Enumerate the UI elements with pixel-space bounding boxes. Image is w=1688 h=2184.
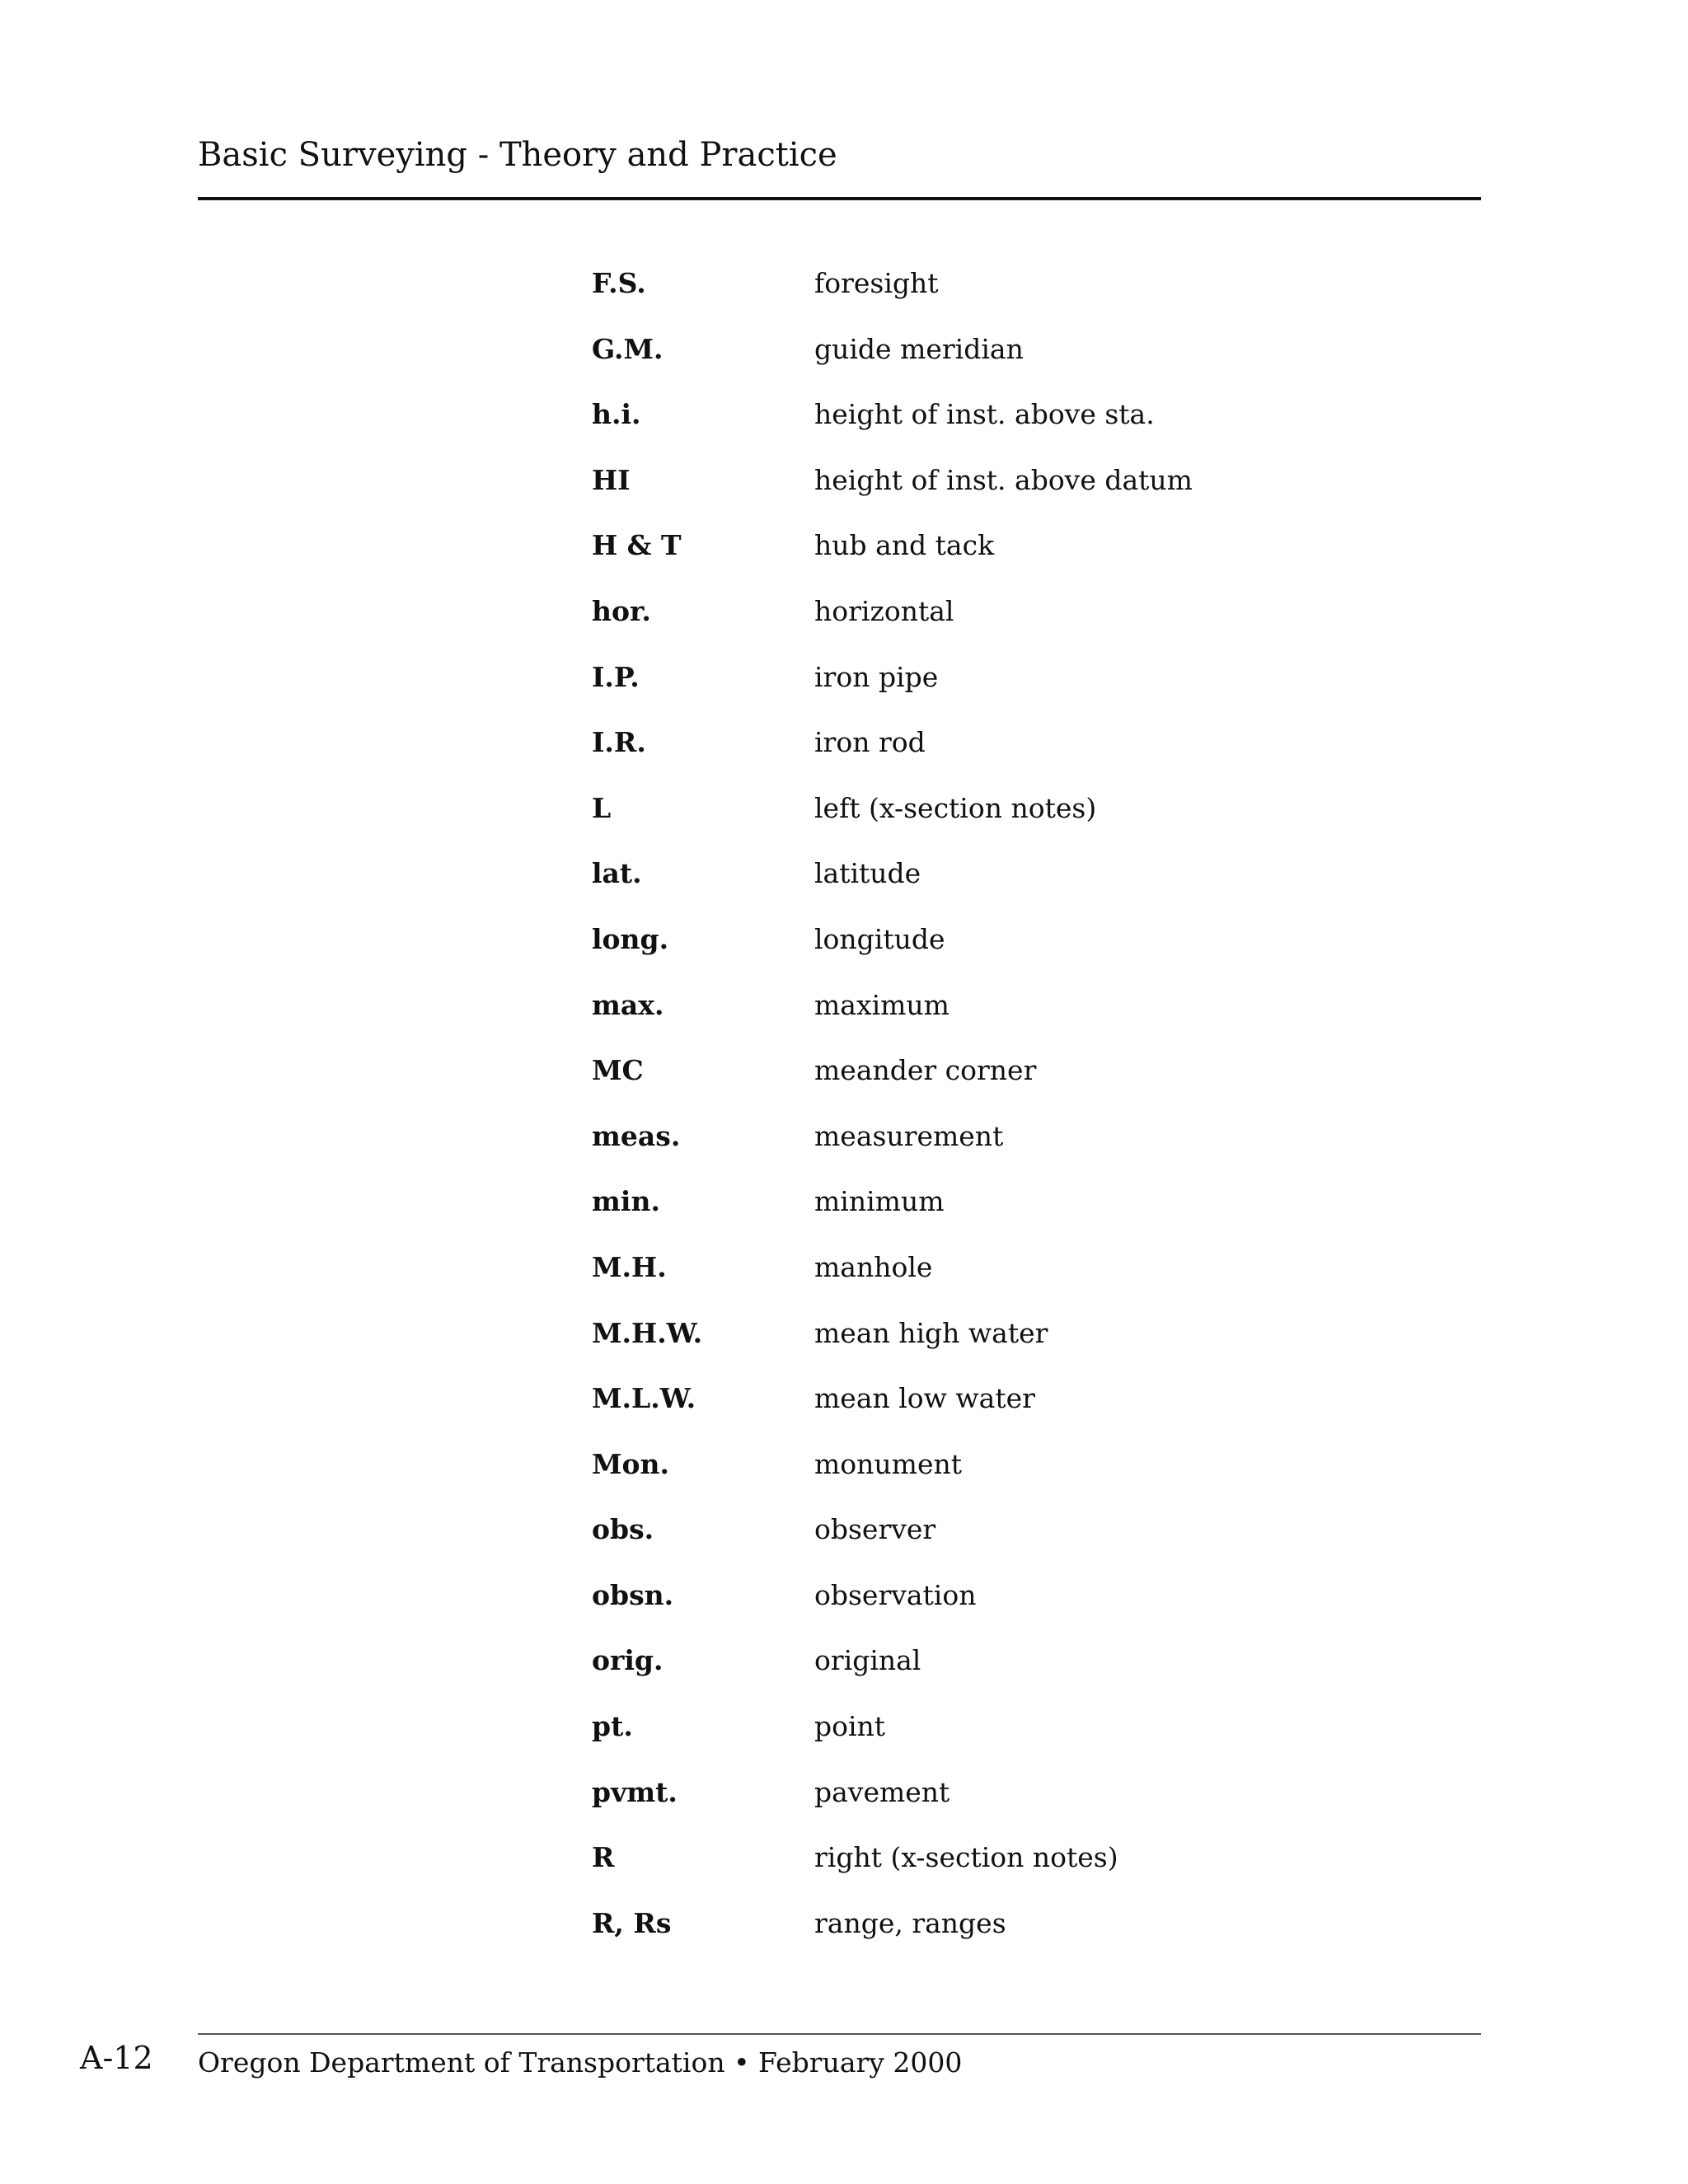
- abbreviation-term: Mon.: [592, 1447, 670, 1480]
- abbreviation-term: I.P.: [592, 660, 640, 693]
- abbreviation-definition: mean high water: [814, 1316, 1048, 1349]
- abbreviation-row: [592, 1843, 1334, 1909]
- abbreviation-row: [592, 1384, 1334, 1450]
- abbreviation-row: [592, 1646, 1334, 1712]
- abbreviation-row: [592, 1906, 1334, 1975]
- abbreviation-row: [592, 594, 1334, 663]
- abbreviation-term: h.i.: [592, 398, 641, 431]
- abbreviation-term: G.M.: [592, 332, 663, 365]
- abbreviation-row: [592, 791, 1334, 860]
- abbreviation-row: [592, 463, 1334, 532]
- page-number: A-12: [80, 2040, 153, 2076]
- abbreviation-term: MC: [592, 1054, 644, 1087]
- abbreviation-row: [592, 269, 1334, 335]
- abbreviation-row: [592, 1056, 1334, 1122]
- abbreviation-row: [592, 1712, 1334, 1778]
- abbreviation-definition: longitude: [814, 922, 945, 955]
- abbreviation-term: L: [592, 791, 612, 824]
- abbreviation-definition: mean low water: [814, 1382, 1035, 1415]
- abbreviation-definition: height of inst. above datum: [814, 463, 1193, 496]
- abbreviation-term: M.H.: [592, 1250, 667, 1283]
- header-divider: [198, 197, 1481, 200]
- abbreviation-term: obs.: [592, 1513, 654, 1546]
- abbreviation-term: long.: [592, 922, 669, 955]
- abbreviation-row: [592, 1316, 1334, 1385]
- abbreviation-definition: range, ranges: [814, 1906, 1006, 1939]
- abbreviation-definition: manhole: [814, 1250, 933, 1283]
- abbreviation-row: [592, 531, 1334, 597]
- abbreviation-row: [592, 728, 1334, 794]
- abbreviation-definition: original: [814, 1644, 921, 1677]
- abbreviation-term: F.S.: [592, 267, 646, 299]
- abbreviation-term: meas.: [592, 1119, 681, 1152]
- abbreviation-definition: height of inst. above sta.: [814, 398, 1155, 431]
- abbreviation-definition: point: [814, 1710, 886, 1743]
- abbreviation-definition: latitude: [814, 857, 921, 890]
- abbreviation-term: R, Rs: [592, 1906, 672, 1939]
- abbreviation-term: pvmt.: [592, 1775, 678, 1808]
- abbreviation-row: [592, 1119, 1334, 1188]
- footer-publisher-date: Oregon Department of Transportation • February 2000: [198, 2046, 963, 2079]
- abbreviation-term: obsn.: [592, 1578, 674, 1611]
- abbreviation-row: [592, 660, 1334, 729]
- abbreviation-row: [592, 1187, 1334, 1253]
- abbreviation-definition: maximum: [814, 988, 950, 1021]
- abbreviation-definition: left (x-section notes): [814, 791, 1097, 824]
- abbreviation-term: M.H.W.: [592, 1316, 703, 1349]
- abbreviation-row: [592, 332, 1334, 401]
- abbreviation-definition: hub and tack: [814, 529, 995, 562]
- abbreviation-list: [592, 269, 1334, 1974]
- abbreviation-row: [592, 1250, 1334, 1319]
- abbreviation-term: R: [592, 1841, 615, 1874]
- abbreviation-term: HI: [592, 463, 631, 496]
- abbreviation-term: hor.: [592, 594, 651, 627]
- abbreviation-term: M.L.W.: [592, 1382, 696, 1415]
- abbreviation-definition: guide meridian: [814, 332, 1024, 365]
- abbreviation-row: [592, 1515, 1334, 1581]
- abbreviation-definition: monument: [814, 1447, 963, 1480]
- abbreviation-term: orig.: [592, 1644, 663, 1677]
- abbreviation-term: I.R.: [592, 726, 646, 759]
- abbreviation-definition: meander corner: [814, 1054, 1037, 1087]
- abbreviation-definition: iron pipe: [814, 660, 939, 693]
- abbreviation-row: [592, 1578, 1334, 1647]
- abbreviation-term: min.: [592, 1185, 660, 1218]
- abbreviation-definition: observation: [814, 1578, 977, 1611]
- abbreviation-row: [592, 1447, 1334, 1516]
- abbreviation-row: [592, 1775, 1334, 1844]
- footer-divider: [198, 2033, 1481, 2035]
- abbreviation-definition: pavement: [814, 1775, 950, 1808]
- abbreviation-term: H & T: [592, 529, 682, 562]
- abbreviation-row: [592, 400, 1334, 466]
- abbreviation-term: max.: [592, 988, 664, 1021]
- abbreviation-definition: horizontal: [814, 594, 954, 627]
- abbreviation-row: [592, 922, 1334, 991]
- abbreviation-term: pt.: [592, 1710, 633, 1743]
- abbreviation-definition: measurement: [814, 1119, 1004, 1152]
- abbreviation-definition: foresight: [814, 267, 939, 299]
- abbreviation-definition: iron rod: [814, 726, 926, 759]
- page-header-title: Basic Surveying - Theory and Practice: [198, 136, 837, 174]
- abbreviation-row: [592, 988, 1334, 1057]
- abbreviation-term: lat.: [592, 857, 642, 890]
- abbreviation-row: [592, 859, 1334, 925]
- abbreviation-definition: right (x-section notes): [814, 1841, 1118, 1874]
- abbreviation-definition: observer: [814, 1513, 936, 1546]
- abbreviation-definition: minimum: [814, 1185, 945, 1218]
